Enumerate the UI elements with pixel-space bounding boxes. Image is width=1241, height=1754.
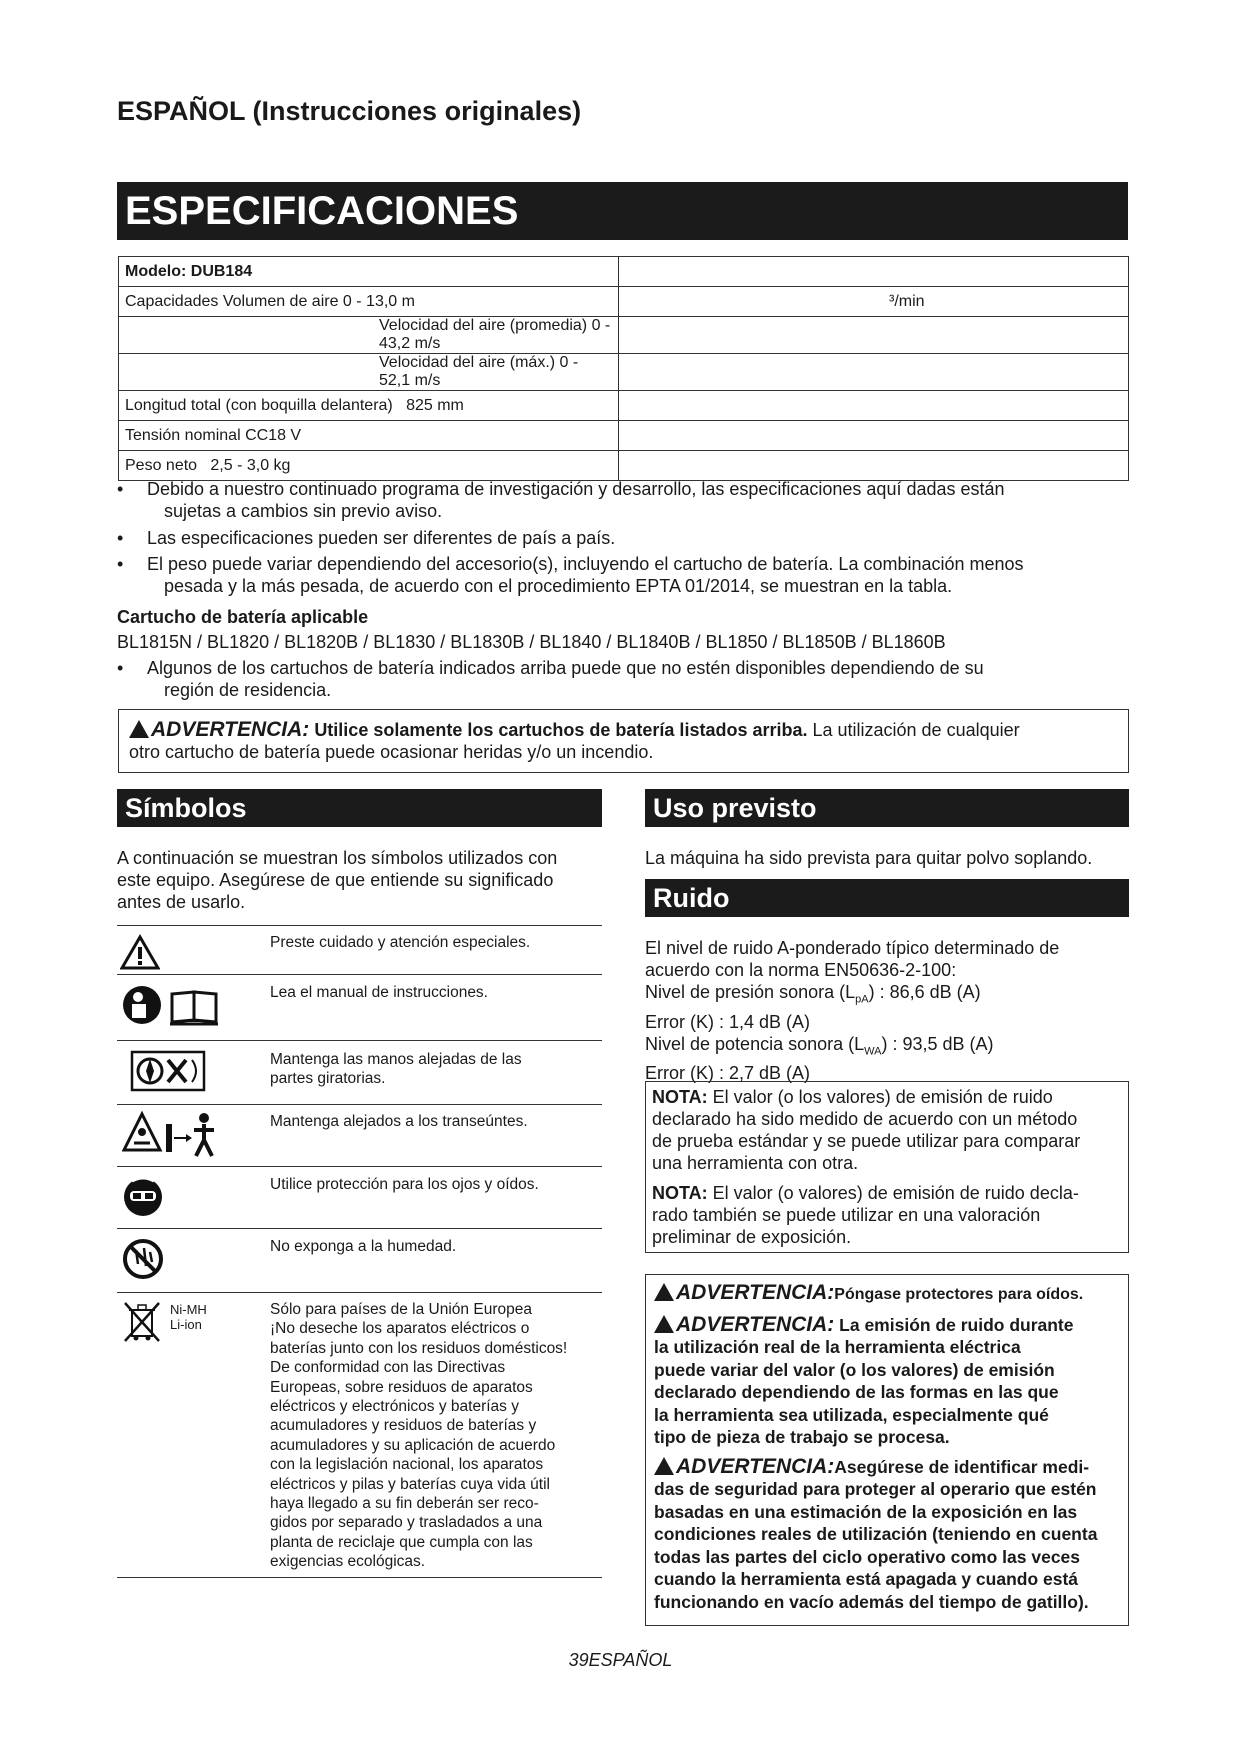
warning-icon — [129, 720, 149, 738]
note-line: El valor (o valores) de emisión de ruido decla- — [707, 1183, 1079, 1203]
noise-info — [645, 937, 1059, 1084]
battery-note — [117, 657, 1137, 701]
specifications-banner: ESPECIFICACIONES — [117, 182, 1128, 240]
table-row — [119, 317, 1129, 354]
symbol-description — [270, 1050, 600, 1088]
warning-label: ADVERTENCIA: — [676, 1312, 835, 1336]
eu-line: De conformidad con las Directivas — [270, 1359, 506, 1377]
page-number: 39ESPAÑOL — [568, 1650, 673, 1670]
spec-value: ³/min — [619, 287, 1129, 317]
noise-banner: Ruido — [645, 879, 1129, 917]
keep-bystanders-away-icon — [122, 1110, 222, 1158]
intended-use-banner: Uso previsto — [645, 789, 1129, 827]
noise-line: El nivel de ruido A-ponderado típico determinado de — [645, 938, 1060, 958]
eu-line: eléctricos y electrónicos y baterías y — [270, 1398, 519, 1416]
bullet: • — [117, 554, 124, 574]
warning-line: basadas en una estimación de la exposición en las — [654, 1501, 1078, 1522]
eu-line: planta de reciclaje que cumpla con las — [270, 1533, 533, 1551]
divider — [117, 1577, 602, 1578]
spec-value — [619, 391, 1129, 421]
lpa-prefix: Nivel de presión sonora (L — [645, 982, 856, 1002]
spec-label: Capacidades Volumen de aire 0 - 13,0 m — [119, 287, 619, 317]
spec-label: Velocidad del aire (máx.) 0 - 52,1 m/s — [119, 354, 619, 391]
table-row — [119, 421, 1129, 451]
warning-text: Asegúrese de identificar medi- — [834, 1456, 1090, 1477]
spec-note-line: sujetas a cambios sin previo aviso. — [164, 501, 443, 521]
warning-line: declarado dependiendo de las formas en las que — [654, 1382, 1059, 1402]
symbol-description: Lea el manual de instrucciones. — [270, 984, 488, 1001]
table-row — [119, 257, 1129, 287]
spec-note — [117, 527, 1137, 549]
divider — [117, 925, 602, 926]
lpa-error: Error (K) : 1,4 dB (A) — [645, 1011, 811, 1032]
symbols-intro — [117, 847, 557, 913]
eu-line: exigencias ecológicas. — [270, 1553, 426, 1571]
warning-text: otro cartucho de batería puede ocasionar heridas y/o un incendio. — [129, 742, 654, 762]
spec-label: Tensión nominal CC18 V — [119, 421, 619, 451]
spec-note — [117, 478, 1137, 522]
battery-warning-box — [118, 709, 1129, 773]
table-row — [119, 451, 1129, 481]
divider — [117, 1040, 602, 1041]
spec-value — [619, 354, 1129, 391]
spec-label: Peso neto 2,5 - 3,0 kg — [119, 451, 619, 481]
symbol-description: Mantenga alejados a los transeúntes. — [270, 1113, 528, 1130]
note-line: rado también se puede utilizar en una valoración — [652, 1205, 1041, 1225]
rotating-parts-icon — [130, 1050, 206, 1092]
eu-line: con la legislación nacional, los aparatos — [270, 1456, 544, 1474]
intro-line: antes de usarlo. — [117, 892, 246, 912]
note-line: de prueba estándar y se puede utilizar para comparar — [652, 1131, 1081, 1151]
intro-line: este equipo. Asegúrese de que entiende su significado — [117, 870, 554, 890]
spec-value — [619, 421, 1129, 451]
divider — [117, 1166, 602, 1167]
battery-heading: Cartucho de batería aplicable — [117, 607, 369, 627]
eu-line: acumuladores y su aplicación de acuerdo — [270, 1436, 556, 1454]
battery-type-label: Li-ion — [170, 1317, 202, 1332]
note-box — [645, 1081, 1129, 1253]
table-row — [119, 354, 1129, 391]
bullet: • — [117, 479, 124, 499]
lwa-sub: WA — [864, 1045, 882, 1058]
symbol-description: Utilice protección para los ojos y oídos. — [270, 1176, 539, 1193]
spec-label: Longitud total (con boquilla delantera) 825 mm — [119, 391, 619, 421]
sound-power-level — [645, 1033, 1059, 1063]
symbol-description: No exponga a la humedad. — [270, 1238, 457, 1255]
warning-label: ADVERTENCIA: — [151, 718, 310, 741]
divider — [117, 1228, 602, 1229]
spec-label: Velocidad del aire (promedia) 0 - 43,2 m/s — [119, 317, 619, 354]
table-row — [119, 391, 1129, 421]
bullet: • — [117, 658, 124, 678]
eu-line: acumuladores y residuos de baterías y — [270, 1417, 537, 1435]
note-line: preliminar de exposición. — [652, 1227, 852, 1247]
intended-use-text: La máquina ha sido prevista para quitar polvo soplando. — [645, 848, 1093, 868]
spec-value — [619, 317, 1129, 354]
bullet: • — [117, 528, 124, 548]
warning-label: ADVERTENCIA: — [676, 1281, 835, 1304]
warning-icon — [654, 1457, 674, 1475]
table-row — [119, 287, 1129, 317]
noise-line: acuerdo con la norma EN50636-2-100: — [645, 960, 957, 980]
spec-note — [117, 553, 1137, 597]
lpa-value: ) : 86,6 dB (A) — [868, 982, 981, 1002]
symbol-description-line: Mantenga las manos alejadas de las — [270, 1051, 522, 1068]
spec-value — [619, 451, 1129, 481]
eu-disposal-text — [270, 1300, 600, 1572]
spec-note-line: pesada y la más pesada, de acuerdo con el procedimiento EPTA 01/2014, se muestran en la tabla. — [164, 576, 953, 596]
spec-value — [619, 257, 1129, 287]
warning-icon — [654, 1283, 674, 1301]
eye-ear-protection-icon — [122, 1173, 164, 1221]
note-label: NOTA: — [652, 1087, 708, 1107]
warning-line: funcionando en vacío además del tiempo de gatillo). — [654, 1591, 1089, 1612]
warning-line: das de seguridad para proteger al operario que estén — [654, 1479, 1097, 1499]
warning-label: ADVERTENCIA: — [676, 1454, 835, 1478]
warning-icon — [654, 1315, 674, 1333]
divider — [117, 974, 602, 975]
spec-label: Modelo: DUB184 — [119, 257, 619, 287]
eu-line: Europeas, sobre residuos de aparatos — [270, 1378, 533, 1396]
eu-line: baterías junto con los residuos domésticos! — [270, 1339, 568, 1357]
warning-line: puede variar del valor (o los valores) de emisión — [654, 1359, 1055, 1380]
warning-line: todas las partes del ciclo operativo como las veces — [654, 1546, 1081, 1567]
read-manual-icon — [122, 982, 222, 1028]
warning-text: La emisión de ruido durante — [834, 1314, 1074, 1335]
warning-bold-text: Utilice solamente los cartuchos de batería listados arriba. — [314, 720, 808, 740]
intro-line: A continuación se muestran los símbolos utilizados con — [117, 848, 558, 868]
warning-text: La utilización de cualquier — [807, 720, 1020, 740]
symbol-description-line: partes giratorias. — [270, 1070, 386, 1087]
symbol-description: Preste cuidado y atención especiales. — [270, 934, 531, 951]
battery-type-label: Ni-MH — [170, 1302, 207, 1317]
symbols-banner: Símbolos — [117, 789, 602, 827]
warning-line: cuando la herramienta está apagada y cuando está — [654, 1569, 1079, 1589]
eu-line: haya llegado a su fin deberán ser reco- — [270, 1495, 539, 1513]
eu-line: gidos por separado y trasladados a una — [270, 1514, 543, 1532]
note-label: NOTA: — [652, 1183, 708, 1203]
spec-note-line: El peso puede variar dependiendo del accesorio(s), incluyendo el cartucho de batería. La combinación menos — [147, 554, 1024, 574]
crossed-bin-icon — [122, 1300, 162, 1344]
eu-line: ¡No deseche los aparatos eléctricos o — [270, 1320, 530, 1338]
eu-line: eléctricos y pilas y baterías cuya vida útil — [270, 1475, 550, 1493]
battery-type-labels — [170, 1302, 207, 1332]
warning-line: la utilización real de la herramienta eléctrica — [654, 1337, 1021, 1357]
battery-note-line: Algunos de los cartuchos de batería indicados arriba puede que no estén disponibles dependiendo de su — [147, 658, 984, 678]
lwa-prefix: Nivel de potencia sonora (L — [645, 1033, 865, 1054]
battery-note-line: región de residencia. — [164, 680, 332, 700]
no-moisture-icon — [122, 1236, 164, 1282]
spec-note-line: Debido a nuestro continuado programa de investigación y desarrollo, las especificaciones aquí dadas están — [147, 479, 1005, 499]
warning-line: tipo de pieza de trabajo se procesa. — [654, 1427, 950, 1447]
noise-warning-box — [645, 1274, 1129, 1626]
note-line: una herramienta con otra. — [652, 1153, 859, 1173]
spec-note-line: Las especificaciones pueden ser diferentes de país a país. — [147, 528, 616, 548]
warning-line: la herramienta sea utilizada, especialmente qué — [654, 1404, 1049, 1425]
specifications-table — [118, 256, 1129, 481]
divider — [117, 1104, 602, 1105]
note-line: declarado ha sido medido de acuerdo con un método — [652, 1109, 1078, 1129]
lwa-error: Error (K) : 2,7 dB (A) — [645, 1063, 811, 1084]
warning-line: condiciones reales de utilización (teniendo en cuenta — [654, 1524, 1098, 1544]
note-line: El valor (o los valores) de emisión de ruido — [707, 1087, 1053, 1107]
lpa-sub: pA — [855, 993, 869, 1006]
page-title: ESPAÑOL (Instrucciones originales) — [117, 96, 582, 126]
warning-text: Póngase protectores para oídos. — [834, 1286, 1084, 1303]
lwa-value: ) : 93,5 dB (A) — [881, 1033, 994, 1054]
caution-triangle-icon — [120, 934, 160, 970]
eu-line: Sólo para países de la Unión Europea — [270, 1301, 532, 1318]
sound-pressure-level — [645, 981, 1059, 1011]
battery-list: BL1815N / BL1820 / BL1820B / BL1830 / BL1830B / BL1840 / BL1840B / BL1850 / BL1850B / BL1860B — [117, 632, 946, 652]
divider — [117, 1292, 602, 1293]
